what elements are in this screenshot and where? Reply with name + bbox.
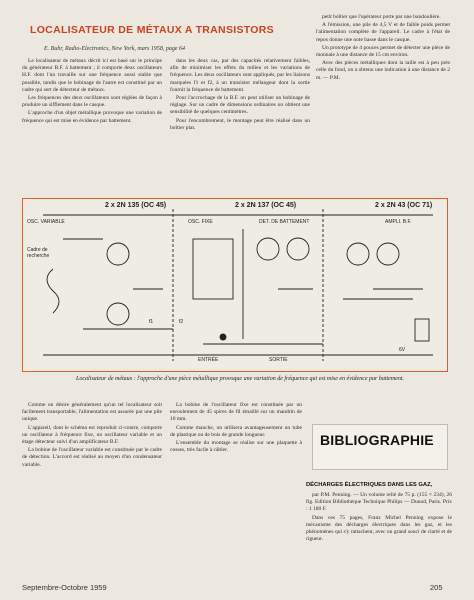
paragraph: Comme manche, on utilisera avantageusement un tube de plastique ou de bois de grande longueur. <box>170 424 302 438</box>
footer-issue: Septembre-Octobre 1959 <box>22 583 107 592</box>
paragraph: Un prototype de 4 pouces permet de détecter une pièce de monnaie à une distance de 15 cm environ. <box>316 44 450 59</box>
label-entree: ENTRÉE <box>198 357 219 363</box>
paragraph: petit boîtier que l'opérateur porte par une bandoulière. <box>322 14 441 20</box>
paragraph: L'ensemble du montage se réalise sur une plaquette à cosses, très facile à câbler. <box>170 440 302 454</box>
label-ampli: AMPLI. B.F. <box>385 219 412 225</box>
paragraph: Comme on désire généralement qu'un tel localisateur soit facilement transportable, l'alimentation est assurée par une pile unique. <box>22 402 162 423</box>
column-bottom-mid <box>170 402 302 578</box>
figure-caption: Localisateur de métaux : l'approche d'une pièce métallique provoque une variation de fréquence qui est mise en évidence par battement. <box>75 376 405 382</box>
paragraph: L'approche d'un objet métallique provoque une variation de fréquence qui est mise en évidence par battement. <box>22 110 162 124</box>
paragraph: Les fréquences des deux oscillateurs sont réglées de façon à produire un sifflement dans le casque. <box>22 95 162 109</box>
article-title: LOCALISATEUR DE MÉTAUX A TRANSISTORS <box>30 24 274 36</box>
label-detecteur: DET. DE BATTEMENT <box>259 219 310 225</box>
column-top-right <box>316 14 450 192</box>
paragraph: La bobine de l'oscillateur variable est constituée par le cadre de détection. L'accord est réalisé au moyen d'un condensateur variable. <box>22 447 162 468</box>
paragraph: par P.M. Penning. — Un volume relié de 75 p. (155 × 234), 26 fig. Edition Bibliothèque Technique Philips — Dunod, Paris. Prix : 1 180 F. <box>306 492 452 513</box>
paragraph: dans les deux cas, par des capacités relativement faibles, afin de minimiser les effets du milieu et les variations de fréquence. Les deux oscillateurs sont appliqués, par les liaisons marquées f1 et f2, à un transistor mélangeur dont la sortie fournit la fréquence de battement. <box>170 58 310 93</box>
label-voltage: 6V <box>399 347 406 353</box>
label-osc-variable: OSC. VARIABLE <box>27 219 65 225</box>
paragraph: Pour l'encombrement, le montage peut être réalisé dans un boîtier plat. <box>170 117 310 131</box>
paragraph: Le localisateur de métaux décrit ici est basé sur le principe du générateur B.F. à battement ; il comporte deux oscillateurs H.F. dont l'un travaille sur une fréquence aussi stable que possible, tandis que le bobinage de l'autre est constitué par un cadre qui sert de détecteur de métaux. <box>22 58 162 93</box>
circuit-diagram <box>22 198 448 372</box>
label-osc-fixe: OSC. FIXE <box>188 219 213 225</box>
label-cadre: Cadre de recherche <box>27 247 50 259</box>
label-sortie: SORTIE <box>269 357 288 363</box>
column-bibliography <box>306 492 452 580</box>
paragraph: La bobine de l'oscillateur fixe est constituée par un enroulement de 45 spires de fil émaillé sur un mandrin de 10 mm. <box>170 402 302 423</box>
label-f2: f2 <box>179 319 184 325</box>
bibliography-heading: DÉCHARGES ÉLECTRIQUES DANS LES GAZ, <box>306 482 433 488</box>
article-byline: E. Buhr, Radio-Electronics, New York, mars 1958, page 64 <box>44 46 186 52</box>
column-top-left <box>22 58 162 190</box>
schematic-drawing <box>23 199 447 371</box>
label-transistors-osc: 2 x 2N 135 (OC 45) <box>105 202 167 209</box>
label-transistors-amp: 2 x 2N 43 (OC 71) <box>375 202 433 209</box>
column-bottom-left <box>22 402 162 578</box>
paragraph: L'appareil, dont le schéma est reproduit ci-contre, comporte un oscillateur à fréquence fixe, un oscillateur variable et un étage détecteur suivi d'un amplificateur B.F. <box>22 424 162 446</box>
footer-page-number: 205 <box>430 583 443 592</box>
paragraph: Avec des pièces métalliques dont la taille est à peu près celle du fond, on a obtenu une indication à une distance de 2 m. — P.M. <box>316 60 450 81</box>
paragraph: A l'émission, une pile de 4,5 V et de faible poids permet l'alimentation complète de l'appareil. Le cadre à l'état de repos donne une note basse dans le casque. <box>316 22 450 43</box>
paragraph: Dans ces 75 pages, Franz Michel Penning expose le mécanisme des décharges électriques dans les gaz, et les phénomènes qui s'y rattachent, avec un grand souci de clarté et de rigueur. <box>306 514 452 543</box>
bibliography-title: BIBLIOGRAPHIE <box>320 432 434 448</box>
label-transistors-det: 2 x 2N 137 (OC 45) <box>235 202 297 209</box>
label-f1: f1 <box>149 319 154 325</box>
paragraph: Pour l'accrochage de la B.F. on peut utiliser un bobinage de réglage. Sur un cadre de dimensions ordinaires on obtient une sensibilité de quelques centimètres. <box>170 95 310 116</box>
column-top-mid <box>170 58 310 190</box>
